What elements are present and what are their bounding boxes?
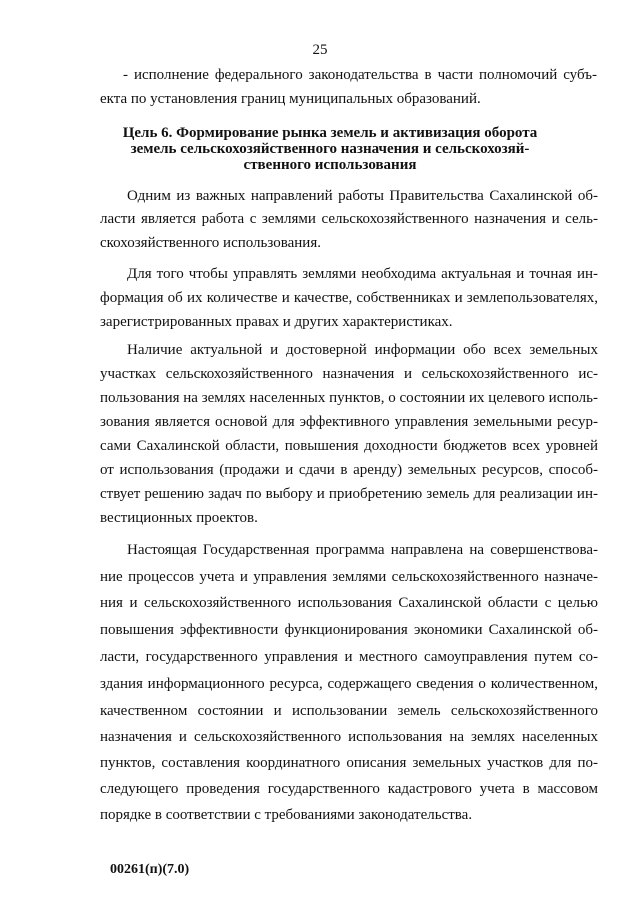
section-heading: Цель 6. Формирование рынка земель и активизация оборота	[122, 125, 538, 141]
paragraph-line: участках сельскохозяйственного назначения и сельскохозяйственного ис-	[100, 366, 598, 382]
paragraph-line: Для того чтобы управлять землями необходима актуальная и точная ин-	[127, 266, 598, 282]
paragraph-line: от использования (продажи и сдачи в аренду) земельных ресурсов, способ-	[100, 462, 598, 478]
paragraph-line: зарегистрированных правах и других характеристиках.	[100, 314, 453, 330]
paragraph-line: пользования на землях населенных пунктов, о состоянии их целевого исполь-	[100, 390, 598, 406]
paragraph-line: пунктов, составления координатного описания земельных участков для по-	[100, 755, 598, 771]
intro-line: екта по установления границ муниципальных образований.	[100, 91, 481, 107]
section-heading: земель сельскохозяйственного назначения и сельскохозяй-	[130, 141, 530, 157]
page-number: 25	[312, 42, 328, 58]
paragraph-line: Настоящая Государственная программа направлена на совершенствова-	[127, 542, 598, 558]
paragraph-line: сами Сахалинской области, повышения доходности бюджетов всех уровней	[100, 438, 598, 454]
paragraph-line: назначения и сельскохозяйственного использования на землях населенных	[100, 729, 598, 745]
section-heading: ственного использования	[243, 157, 417, 173]
paragraph-line: ласти, государственного управления и местного самоуправления путем со-	[100, 649, 598, 665]
document-code: 00261(п)(7.0)	[110, 862, 190, 877]
paragraph-line: ласти является работа с землями сельскохозяйственного назначения и сель-	[100, 211, 598, 227]
paragraph-line: порядке в соответствии с требованиями законодательства.	[100, 807, 473, 823]
paragraph-line: зования является основой для эффективного управления земельными ресур-	[100, 414, 598, 430]
paragraph-line: формация об их количестве и качестве, собственниках и землепользователях,	[100, 290, 598, 306]
intro-line: - исполнение федерального законодательства в части полномочий субъ-	[123, 67, 597, 83]
paragraph-line: ния и сельскохозяйственного использования Сахалинской области с целью	[100, 595, 598, 611]
paragraph-line: качественном состоянии и использовании земель сельскохозяйственного	[100, 703, 598, 719]
paragraph-line: здания информационного ресурса, содержащего сведения о количественном,	[100, 676, 598, 692]
paragraph-line: Одним из важных направлений работы Правительства Сахалинской об-	[127, 188, 598, 204]
paragraph-line: повышения эффективности функционирования экономики Сахалинской об-	[100, 622, 598, 638]
paragraph-line: ствует решению задач по выбору и приобретению земель для реализации ин-	[100, 486, 598, 502]
paragraph-line: следующего проведения государственного кадастрового учета в массовом	[100, 781, 598, 797]
paragraph-line: скохозяйственного использования.	[100, 235, 321, 251]
paragraph-line: ние процессов учета и управления землями сельскохозяйственного назначе-	[100, 569, 598, 585]
paragraph-line: вестиционных проектов.	[100, 510, 258, 526]
paragraph-line: Наличие актуальной и достоверной информации обо всех земельных	[127, 342, 598, 358]
